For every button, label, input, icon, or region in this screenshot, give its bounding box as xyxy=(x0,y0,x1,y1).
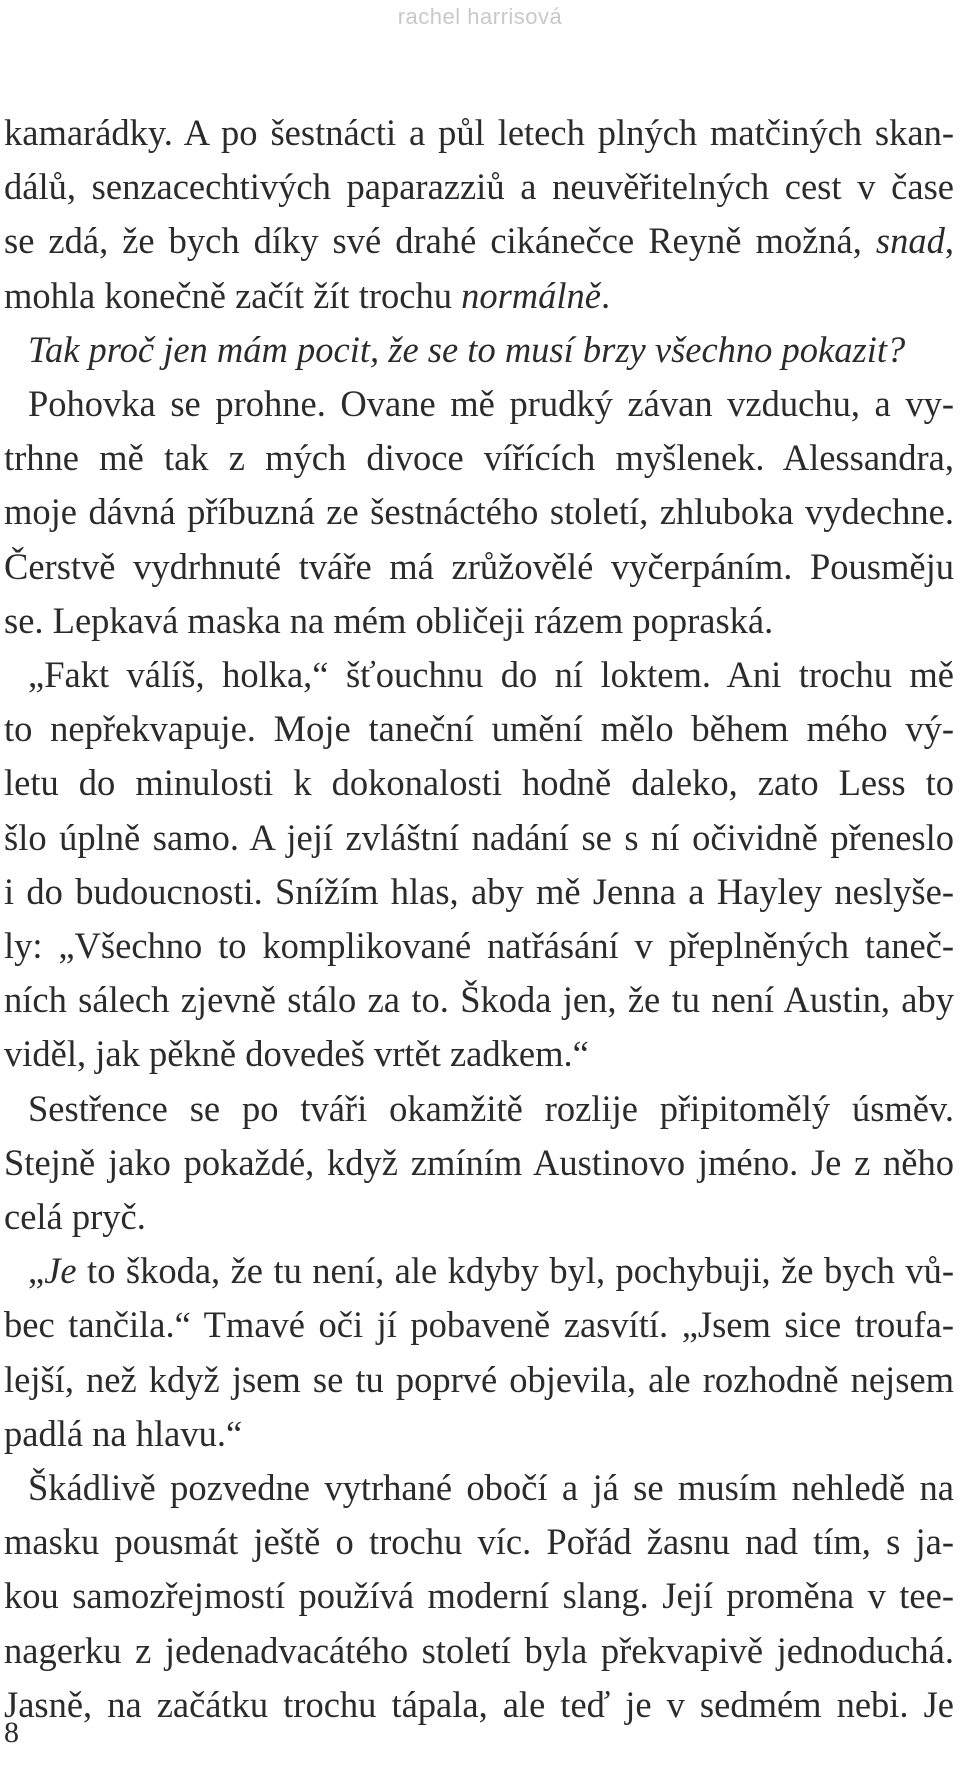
text-span: . xyxy=(600,274,611,316)
text-line xyxy=(4,323,954,377)
text-line: lejší, než když jsem se tu poprvé objevila, ale rozhodně nejsem xyxy=(4,1358,954,1400)
text-line: celá pryč. xyxy=(4,1196,146,1238)
text-line: i do budoucnosti. Snížím hlas, aby mě Jenna a Hayley neslyše- xyxy=(4,870,954,912)
italic-text: Je xyxy=(44,1250,77,1292)
body-text xyxy=(4,106,954,1732)
text-line xyxy=(4,269,954,323)
text-line: šlo úplně samo. A její zvláštní nadání se s ní očividně přeneslo xyxy=(4,816,954,858)
text-line: to nepřekvapuje. Moje taneční umění mělo během mého vý- xyxy=(4,708,954,750)
text-line: masku pousmát ještě o trochu víc. Pořád žasnu nad tím, s ja- xyxy=(4,1521,954,1563)
text-span: mohla konečně začít žít trochu xyxy=(4,274,462,316)
text-line: dálů, senzacechtivých paparazziů a neuvěřitelných cest v čase xyxy=(4,166,954,208)
text-line: nagerku z jedenadvacátého století byla překvapivě jednoduchá. xyxy=(4,1629,954,1671)
text-line xyxy=(4,1244,954,1298)
text-span: se zdá, že bych díky své drahé cikánečce Reyně možná, xyxy=(4,220,876,262)
text-line: moje dávná příbuzná ze šestnáctého století, zhluboka vydechne. xyxy=(4,491,954,533)
text-line: ly: „Všechno to komplikované natřásání v přeplněných taneč- xyxy=(4,925,954,967)
text-line: Čerstvě vydrhnuté tváře má zrůžovělé vyčerpáním. Pousměju xyxy=(4,545,954,587)
text-line: padlá na hlavu.“ xyxy=(4,1412,243,1454)
text-line: Jasně, na začátku trochu tápala, ale teď je v sedmém nebi. Je xyxy=(4,1683,954,1725)
text-span: , xyxy=(944,220,954,262)
text-line: kou samozřejmostí používá moderní slang. Její proměna v tee- xyxy=(4,1575,954,1617)
text-line: Sestřence se po tváři okamžitě rozlije připitomělý úsměv. xyxy=(28,1087,954,1129)
running-head: rachel harrisová xyxy=(397,4,563,29)
text-line xyxy=(4,214,954,268)
text-line: bec tančila.“ Tmavé oči jí pobaveně zasvítí. „Jsem sice troufa- xyxy=(4,1304,954,1346)
text-span: to škoda, že tu není, ale kdyby byl, pochybuji, že bych vů- xyxy=(76,1250,954,1292)
text-span: „ xyxy=(28,1250,45,1292)
text-line: „Fakt válíš, holka,“ šťouchnu do ní loktem. Ani trochu mě xyxy=(28,654,954,696)
text-line: ních sálech zjevně stálo za to. Škoda jen, že tu není Austin, aby xyxy=(4,979,954,1021)
italic-text: normálně xyxy=(461,274,601,316)
page-number: 8 xyxy=(4,1716,19,1749)
text-line: Škádlivě pozvedne vytrhané obočí a já se musím nehledě na xyxy=(28,1467,954,1509)
italic-text: snad xyxy=(875,220,945,262)
text-line: Stejně jako pokaždé, když zmíním Austinovo jméno. Je z něho xyxy=(4,1141,954,1183)
italic-text: Tak proč jen mám pocit, že se to musí brzy všechno pokazit? xyxy=(28,328,906,370)
text-line: letu do minulosti k dokonalosti hodně daleko, zato Less to xyxy=(4,762,954,804)
text-line: Pohovka se prohne. Ovane mě prudký závan vzduchu, a vy- xyxy=(28,383,954,425)
text-line: viděl, jak pěkně dovedeš vrtět zadkem.“ xyxy=(4,1033,589,1075)
text-line: kamarádky. A po šestnácti a půl letech plných matčiných skan- xyxy=(4,112,954,153)
text-line: trhne mě tak z mých divoce vířících myšlenek. Alessandra, xyxy=(4,437,954,479)
text-line: se. Lepkavá maska na mém obličeji rázem popraská. xyxy=(4,599,774,641)
